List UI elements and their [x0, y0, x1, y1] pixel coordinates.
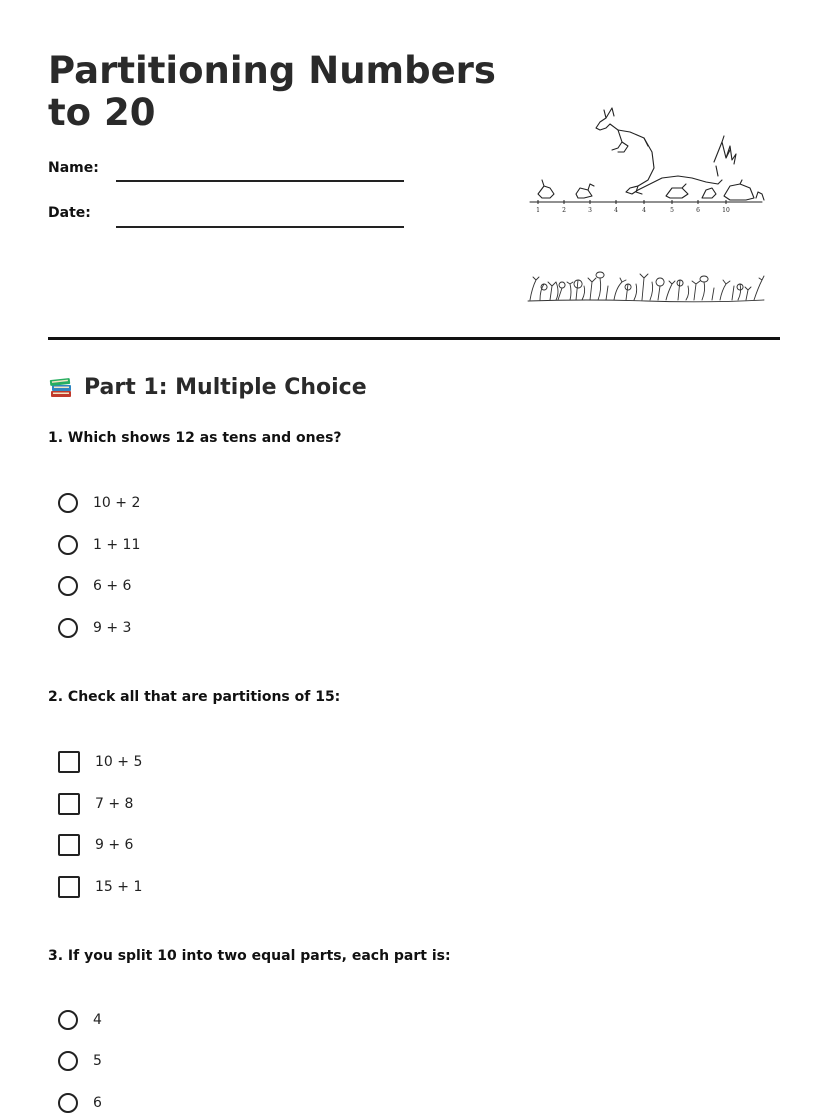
- flower-border-illustration: [526, 266, 766, 306]
- q2-option-1[interactable]: [58, 750, 142, 774]
- option-label: 9 + 6: [95, 837, 134, 853]
- number-line-tick: 5: [670, 207, 674, 214]
- radio-button[interactable]: [58, 535, 78, 555]
- option-label: 6: [93, 1095, 102, 1111]
- q1-option-3[interactable]: [58, 574, 131, 598]
- q1-option-1[interactable]: [58, 491, 140, 515]
- part1-heading: [48, 374, 367, 400]
- option-label: 7 + 8: [95, 796, 134, 812]
- date-label: Date:: [48, 205, 91, 221]
- name-label: Name:: [48, 160, 99, 176]
- radio-button[interactable]: [58, 493, 78, 513]
- q2-option-3[interactable]: [58, 833, 133, 857]
- q1-option-4[interactable]: [58, 616, 131, 640]
- number-line-tick: 1: [536, 207, 540, 214]
- radio-button[interactable]: [58, 1051, 78, 1071]
- part1-title: Part 1: Multiple Choice: [84, 374, 367, 400]
- number-line-tick: 4: [642, 207, 646, 214]
- name-field[interactable]: [116, 180, 404, 182]
- checkbox[interactable]: [58, 793, 80, 815]
- q3-option-3[interactable]: [58, 1091, 102, 1115]
- q3-option-1[interactable]: [58, 1008, 102, 1032]
- checkbox[interactable]: [58, 834, 80, 856]
- option-label: 1 + 11: [93, 537, 141, 553]
- q3-option-2[interactable]: [58, 1049, 102, 1073]
- number-line-tick: 6: [696, 207, 700, 214]
- option-label: 10 + 5: [95, 754, 143, 770]
- checkbox[interactable]: [58, 751, 80, 773]
- checkbox[interactable]: [58, 876, 80, 898]
- number-line-tick: 2: [562, 207, 566, 214]
- kangaroo-number-line-illustration: [526, 102, 766, 218]
- radio-button[interactable]: [58, 1010, 78, 1030]
- q2-option-4[interactable]: [58, 875, 142, 899]
- date-field[interactable]: [116, 226, 404, 228]
- option-label: 10 + 2: [93, 495, 141, 511]
- number-line-tick: 4: [614, 207, 618, 214]
- option-label: 6 + 6: [93, 578, 132, 594]
- option-label: 9 + 3: [93, 620, 132, 636]
- q2-option-2[interactable]: [58, 792, 133, 816]
- number-line-tick: 3: [588, 207, 592, 214]
- option-label: 4: [93, 1012, 102, 1028]
- option-label: 15 + 1: [95, 879, 143, 895]
- worksheet-title: Partitioning Numbers to 20: [48, 49, 496, 134]
- radio-button[interactable]: [58, 1093, 78, 1113]
- question-1: 1. Which shows 12 as tens and ones?: [48, 430, 342, 446]
- books-icon: [48, 374, 74, 400]
- q1-option-2[interactable]: [58, 533, 140, 557]
- question-2: 2. Check all that are partitions of 15:: [48, 689, 341, 705]
- section-divider: [48, 337, 780, 340]
- option-label: 5: [93, 1053, 102, 1069]
- question-3: 3. If you split 10 into two equal parts, each part is:: [48, 948, 451, 964]
- radio-button[interactable]: [58, 618, 78, 638]
- number-line-tick: 10: [722, 207, 730, 214]
- radio-button[interactable]: [58, 576, 78, 596]
